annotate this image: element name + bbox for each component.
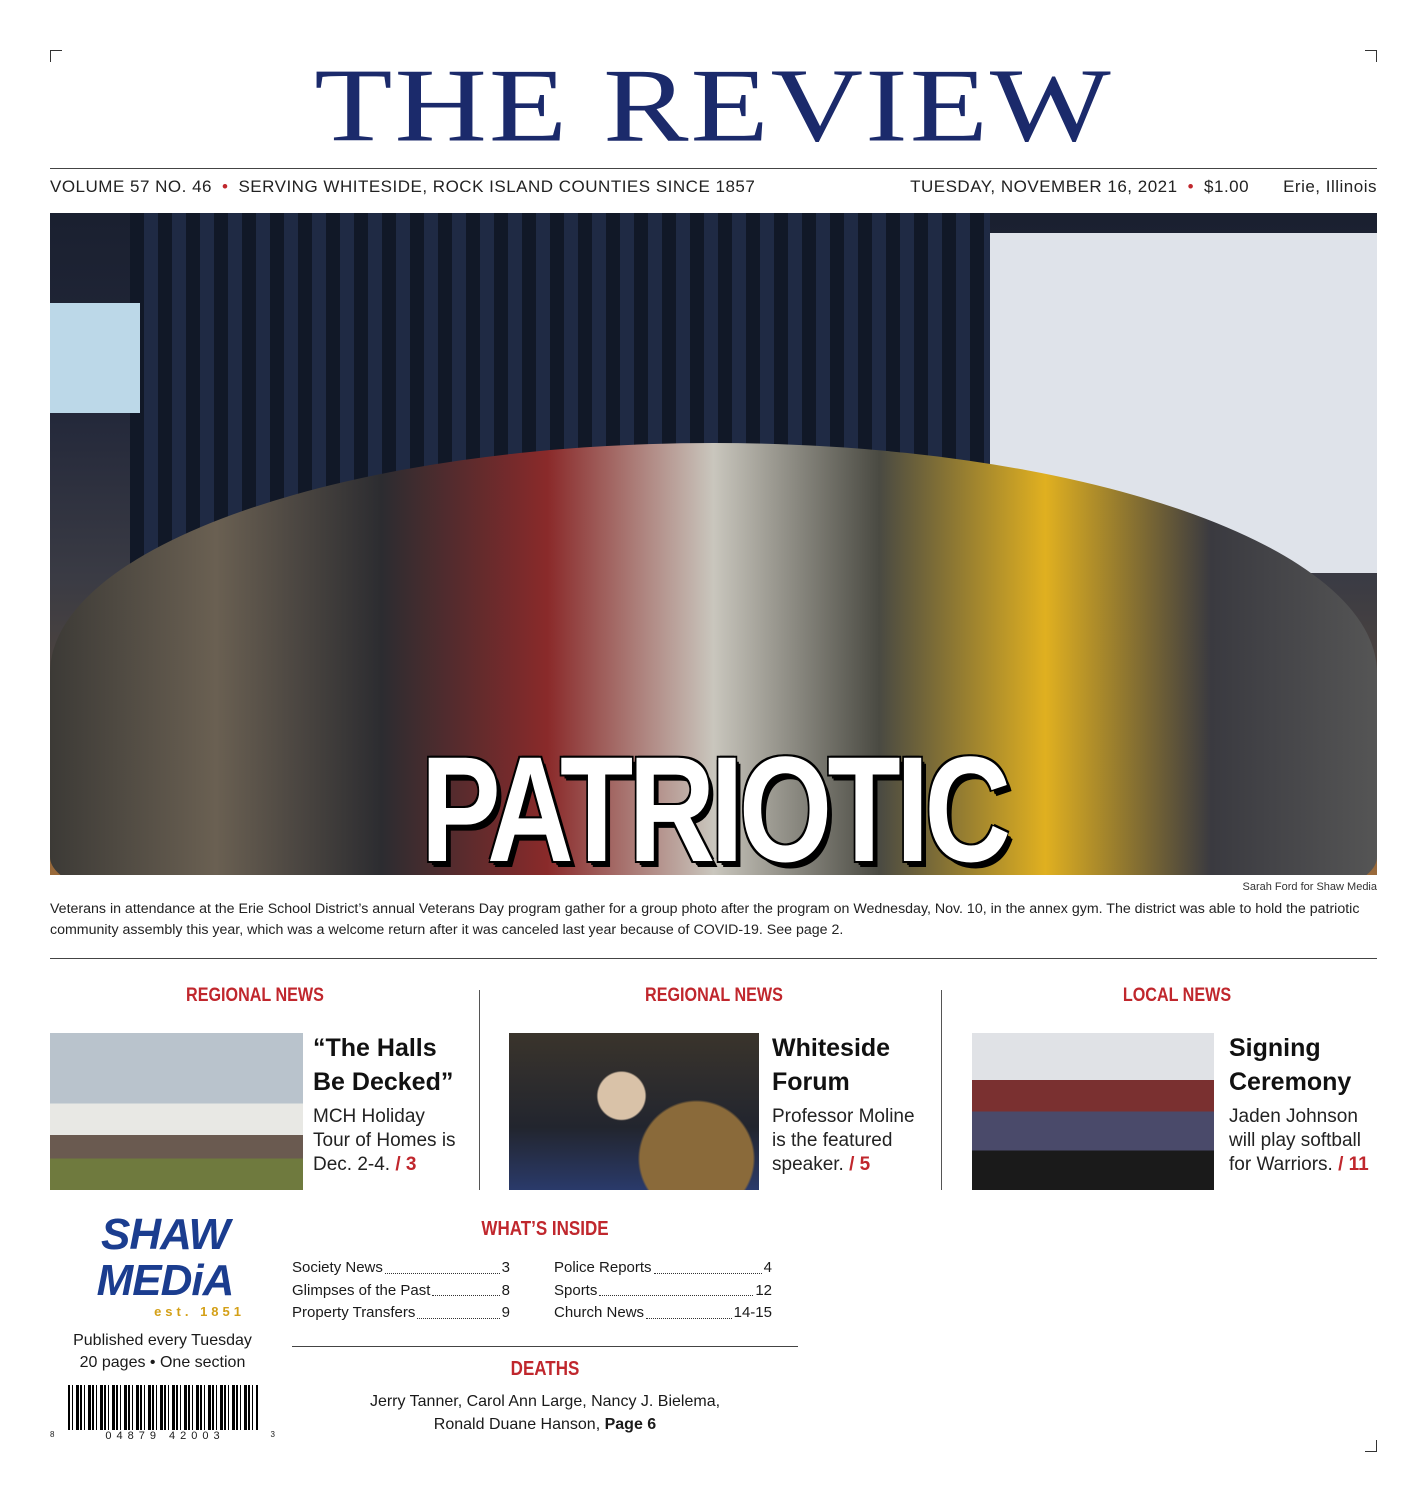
logo-est: est. 1851 [154, 1304, 245, 1319]
toc-item[interactable]: Sports 12 [554, 1281, 772, 1299]
location: Erie, Illinois [1283, 177, 1377, 196]
teaser-signing[interactable] [972, 985, 1382, 1195]
divider [50, 958, 1377, 959]
teaser-deck: Jaden Johnson will play softball for Warriors. [1229, 1106, 1361, 1175]
volume: VOLUME 57 NO. 46 [50, 177, 213, 196]
teaser-deck: MCH Holiday Tour of Homes is Dec. 2-4. [313, 1106, 456, 1175]
teaser-deck: Professor Moline is the featured speaker. [772, 1106, 915, 1175]
toc-item[interactable]: Property Transfers 9 [292, 1304, 510, 1321]
teaser-headline[interactable]: Whiteside Forum [772, 1034, 891, 1096]
photo-caption: Veterans in attendance at the Erie School District’s annual Veterans Day program gather for a group photo after the program on Wednesday, Nov. 10, in the annex gym. The district was able to hold the patriotic community assembly this year, which was a welcome return after it was canceled last year because of COVID-19. See page 2. [50, 901, 1360, 938]
separator: • [1187, 177, 1195, 196]
teaser-image [509, 1033, 759, 1190]
deaths-title: DEATHS [510, 1358, 580, 1380]
teaser-headline[interactable]: Signing Ceremony [1229, 1034, 1352, 1096]
teaser-image [50, 1033, 303, 1190]
toc-item[interactable]: Church News 14-15 [554, 1304, 772, 1321]
info-bar [50, 177, 1377, 197]
lead-photo [50, 213, 1377, 875]
whats-inside-title: WHAT’S INSIDE [481, 1218, 609, 1240]
page-count: 20 pages • One section [79, 1354, 246, 1371]
shaw-media-logo [85, 1212, 245, 1320]
teaser-halls[interactable] [50, 985, 460, 1195]
logo-text: SHAW [101, 1210, 229, 1259]
publication-info [60, 1330, 265, 1374]
section-label: REGIONAL NEWS [645, 985, 783, 1006]
date: TUESDAY, NOVEMBER 16, 2021 [910, 177, 1178, 196]
photo-credit: Sarah Ford for Shaw Media [1242, 881, 1377, 893]
page-ref: / 11 [1338, 1154, 1369, 1175]
deaths-list [292, 1390, 798, 1436]
price: $1.00 [1204, 177, 1250, 196]
logo-text: MEDiA [96, 1256, 234, 1305]
barcode-number: 8 04879 42003 3 [50, 1430, 280, 1442]
serving: SERVING WHITESIDE, ROCK ISLAND COUNTIES SINCE 1857 [238, 177, 756, 196]
divider [50, 168, 1377, 169]
toc-item[interactable]: Society News 3 [292, 1259, 510, 1276]
toc-item[interactable]: Police Reports 4 [554, 1259, 772, 1276]
schedule: Published every Tuesday [73, 1332, 252, 1349]
masthead-title: THE REVIEW [314, 46, 1113, 164]
divider [941, 990, 942, 1190]
divider [292, 1346, 798, 1347]
toc-left [292, 1257, 510, 1325]
teaser-image [972, 1033, 1214, 1190]
section-label: LOCAL NEWS [1122, 985, 1232, 1006]
page-ref: / 5 [849, 1154, 871, 1175]
toc-item[interactable]: Glimpses of the Past 8 [292, 1281, 510, 1299]
deaths-names: Jerry Tanner, Carol Ann Large, Nancy J. Bielema, Ronald Duane Hanson, [369, 1393, 721, 1433]
divider [479, 990, 480, 1190]
teaser-headline[interactable]: “The Halls Be Decked” [313, 1034, 454, 1096]
separator: • [222, 177, 229, 196]
crop-mark [1365, 1440, 1377, 1452]
page-ref: / 3 [395, 1154, 417, 1175]
teaser-forum[interactable] [509, 985, 919, 1195]
barcode [68, 1385, 258, 1430]
page-ref[interactable]: Page 6 [604, 1416, 657, 1433]
toc-right [554, 1257, 772, 1325]
section-label: REGIONAL NEWS [186, 985, 324, 1006]
lead-headline: PATRIOTIC [420, 725, 1007, 875]
